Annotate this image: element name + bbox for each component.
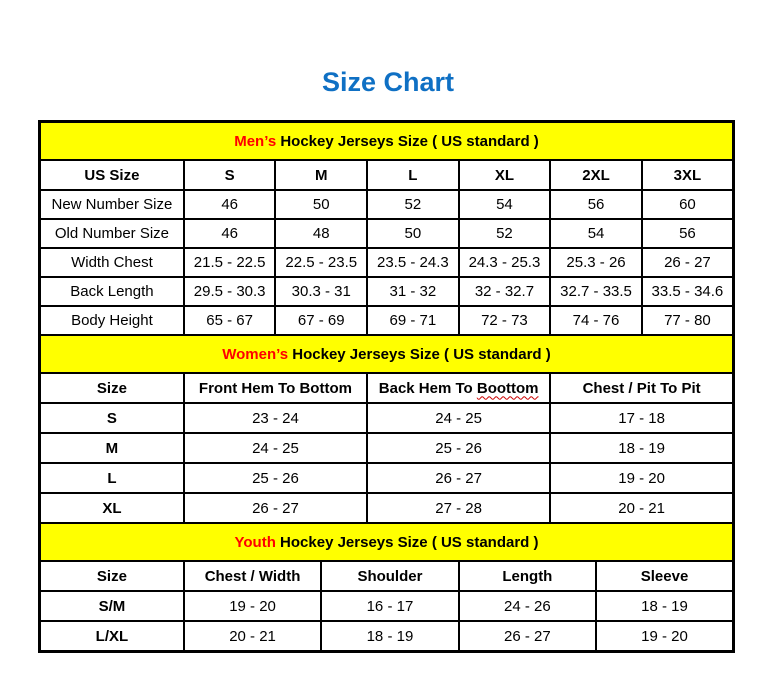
mens-header-row [40, 160, 734, 190]
mens-data-cell: 48 [275, 219, 367, 248]
womens-row-label: M [40, 433, 184, 463]
youth-band-highlight: Youth [234, 533, 276, 551]
mens-table-row [40, 190, 734, 219]
mens-column-header: 3XL [642, 160, 734, 190]
youth-row-label: L/XL [40, 621, 184, 652]
mens-data-cell: 72 - 73 [459, 306, 551, 335]
womens-data-cell: 23 - 24 [184, 403, 367, 433]
mens-size-table [38, 120, 735, 336]
womens-data-cell: 25 - 26 [184, 463, 367, 493]
womens-table-row [40, 493, 734, 523]
mens-data-cell: 52 [459, 219, 551, 248]
womens-data-cell: 26 - 27 [184, 493, 367, 523]
mens-column-header: US Size [40, 160, 184, 190]
mens-column-header: 2XL [550, 160, 642, 190]
womens-data-cell: 19 - 20 [550, 463, 733, 493]
mens-row-label: New Number Size [40, 190, 184, 219]
mens-data-cell: 23.5 - 24.3 [367, 248, 459, 277]
mens-data-cell: 31 - 32 [367, 277, 459, 306]
mens-data-cell: 54 [550, 219, 642, 248]
youth-table-row [40, 591, 734, 621]
womens-section-band: Women’s Hockey Jerseys Size ( US standard ) [40, 335, 734, 373]
mens-data-cell: 46 [184, 219, 276, 248]
womens-row-label: L [40, 463, 184, 493]
mens-data-cell: 50 [275, 190, 367, 219]
mens-data-cell: 24.3 - 25.3 [459, 248, 551, 277]
mens-data-cell: 50 [367, 219, 459, 248]
mens-data-cell: 52 [367, 190, 459, 219]
youth-data-cell: 16 - 17 [321, 591, 458, 621]
youth-row-label: S/M [40, 591, 184, 621]
womens-column-header: Back Hem To Boottom [367, 373, 550, 403]
mens-data-cell: 25.3 - 26 [550, 248, 642, 277]
mens-data-cell: 30.3 - 31 [275, 277, 367, 306]
womens-size-table [38, 334, 735, 524]
womens-table-row [40, 433, 734, 463]
womens-column-header: Front Hem To Bottom [184, 373, 367, 403]
mens-data-cell: 21.5 - 22.5 [184, 248, 276, 277]
mens-data-cell: 32 - 32.7 [459, 277, 551, 306]
mens-data-cell: 74 - 76 [550, 306, 642, 335]
youth-data-cell: 20 - 21 [184, 621, 321, 652]
mens-column-header: L [367, 160, 459, 190]
mens-row-label: Body Height [40, 306, 184, 335]
womens-data-cell: 20 - 21 [550, 493, 733, 523]
mens-data-cell: 60 [642, 190, 734, 219]
youth-data-cell: 19 - 20 [596, 621, 733, 652]
mens-column-header: M [275, 160, 367, 190]
youth-column-header: Sleeve [596, 561, 733, 591]
womens-data-cell: 24 - 25 [184, 433, 367, 463]
mens-row-label: Back Length [40, 277, 184, 306]
womens-data-cell: 24 - 25 [367, 403, 550, 433]
youth-table-row [40, 621, 734, 652]
womens-header-row [40, 373, 734, 403]
womens-row-label: S [40, 403, 184, 433]
mens-data-cell: 54 [459, 190, 551, 219]
youth-header-row [40, 561, 734, 591]
womens-data-cell: 17 - 18 [550, 403, 733, 433]
mens-column-header: XL [459, 160, 551, 190]
youth-data-cell: 18 - 19 [596, 591, 733, 621]
mens-data-cell: 22.5 - 23.5 [275, 248, 367, 277]
womens-data-cell: 18 - 19 [550, 433, 733, 463]
womens-table-row [40, 403, 734, 433]
mens-band-highlight: Men’s [234, 132, 277, 150]
youth-column-header: Size [40, 561, 184, 591]
mens-data-cell: 65 - 67 [184, 306, 276, 335]
mens-data-cell: 29.5 - 30.3 [184, 277, 276, 306]
youth-data-cell: 19 - 20 [184, 591, 321, 621]
mens-section-band: Men’s Hockey Jerseys Size ( US standard ) [40, 122, 734, 161]
mens-data-cell: 46 [184, 190, 276, 219]
mens-data-cell: 67 - 69 [275, 306, 367, 335]
youth-size-table [38, 522, 735, 653]
youth-data-cell: 24 - 26 [459, 591, 596, 621]
youth-data-cell: 18 - 19 [321, 621, 458, 652]
womens-column-header: Chest / Pit To Pit [550, 373, 733, 403]
page-title: Size Chart [321, 67, 455, 97]
youth-data-cell: 26 - 27 [459, 621, 596, 652]
womens-table-row [40, 463, 734, 493]
mens-column-header: S [184, 160, 276, 190]
womens-band-highlight: Women’s [222, 345, 289, 363]
womens-row-label: XL [40, 493, 184, 523]
youth-column-header: Length [459, 561, 596, 591]
mens-table-row [40, 248, 734, 277]
youth-column-header: Shoulder [321, 561, 458, 591]
mens-row-label: Old Number Size [40, 219, 184, 248]
womens-data-cell: 27 - 28 [367, 493, 550, 523]
mens-data-cell: 77 - 80 [642, 306, 734, 335]
mens-table-row [40, 219, 734, 248]
mens-data-cell: 26 - 27 [642, 248, 734, 277]
womens-column-header: Size [40, 373, 184, 403]
mens-table-row [40, 306, 734, 335]
womens-data-cell: 25 - 26 [367, 433, 550, 463]
mens-data-cell: 56 [642, 219, 734, 248]
misspelled-word: Boottom [476, 379, 539, 397]
youth-column-header: Chest / Width [184, 561, 321, 591]
womens-data-cell: 26 - 27 [367, 463, 550, 493]
mens-data-cell: 56 [550, 190, 642, 219]
mens-data-cell: 32.7 - 33.5 [550, 277, 642, 306]
mens-data-cell: 69 - 71 [367, 306, 459, 335]
youth-section-band: Youth Hockey Jerseys Size ( US standard ) [40, 523, 734, 561]
size-tables-container [38, 120, 735, 653]
mens-row-label: Width Chest [40, 248, 184, 277]
mens-table-row [40, 277, 734, 306]
mens-data-cell: 33.5 - 34.6 [642, 277, 734, 306]
